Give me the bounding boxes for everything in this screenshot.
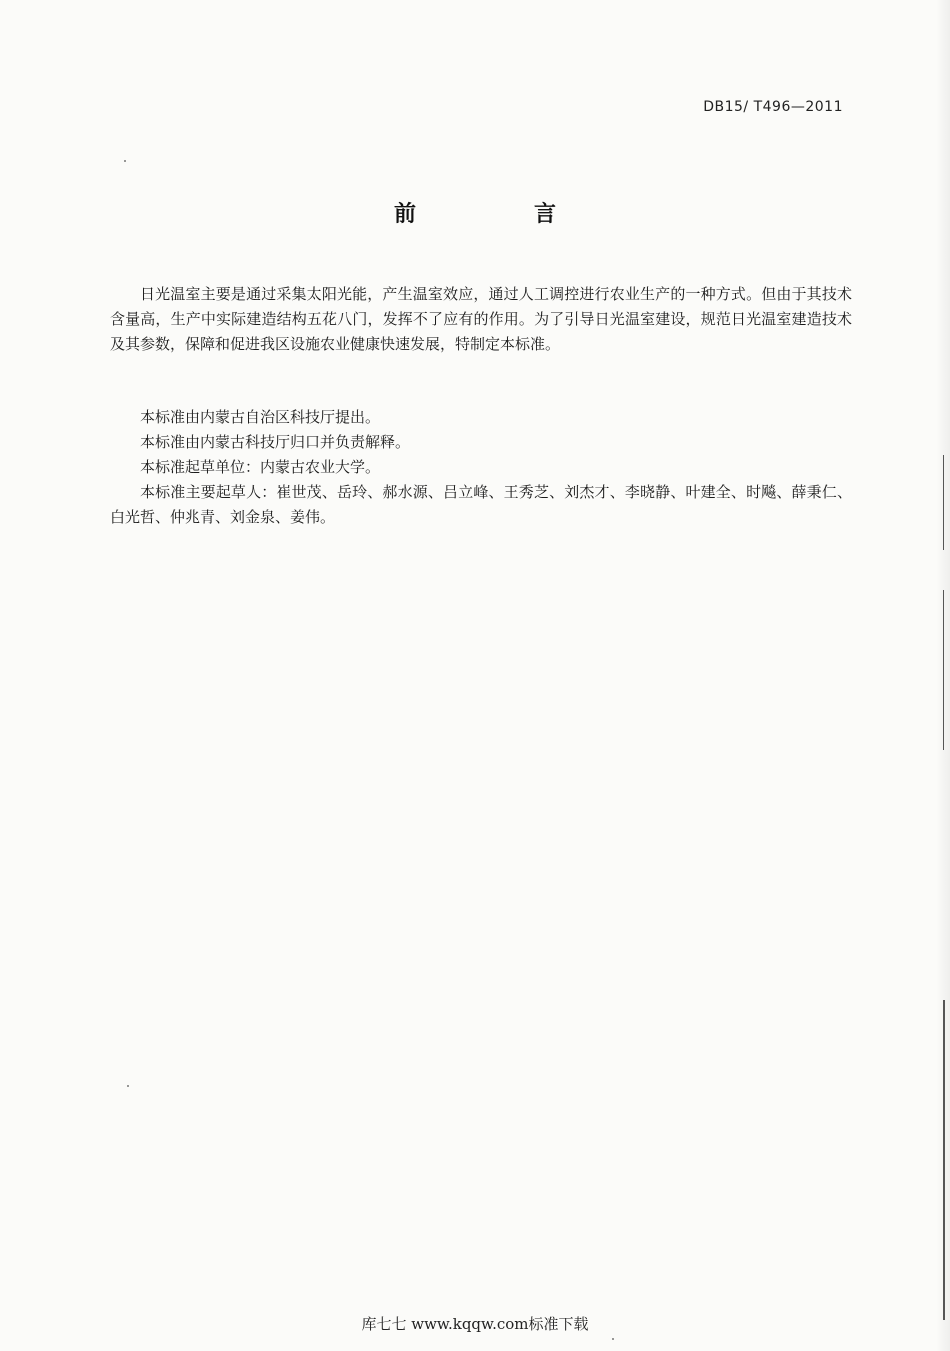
scan-edge-line xyxy=(943,1000,945,1320)
scan-speck xyxy=(127,1085,129,1087)
intro-paragraph: 日光温室主要是通过采集太阳光能，产生温室效应，通过人工调控进行农业生产的一种方式。但由于其技术含量高，生产中实际建造结构五花八门，发挥不了应有的作用。为了引导日光温室建设，规范日光温室建造技术及其参数，保障和促进我区设施农业健康快速发展，特制定本标准。 xyxy=(110,285,852,353)
drafters-statement: 本标准主要起草人：崔世茂、岳玲、郝水源、吕立峰、王秀芝、刘杰才、李晓静、叶建全、时飚、薛秉仁、白光哲、仲兆青、刘金泉、姜伟。 xyxy=(110,483,852,526)
interpretation-statement: 本标准由内蒙古科技厅归口并负责解释。 xyxy=(140,433,411,451)
proposer-statement: 本标准由内蒙古自治区科技厅提出。 xyxy=(140,408,381,426)
intro-section xyxy=(110,282,852,357)
foreword-title: 前 言 xyxy=(393,202,604,227)
standard-code: DB15/ T496—2011 xyxy=(703,99,843,115)
scan-speck xyxy=(612,1338,614,1340)
footer-watermark: 库七七 www.kqqw.com标准下载 xyxy=(361,1315,589,1333)
statement-section xyxy=(110,405,852,530)
scan-speck xyxy=(124,160,126,162)
scan-edge-line xyxy=(943,590,944,750)
drafting-unit-statement: 本标准起草单位：内蒙古农业大学。 xyxy=(140,458,381,476)
scan-edge-line xyxy=(943,455,944,550)
